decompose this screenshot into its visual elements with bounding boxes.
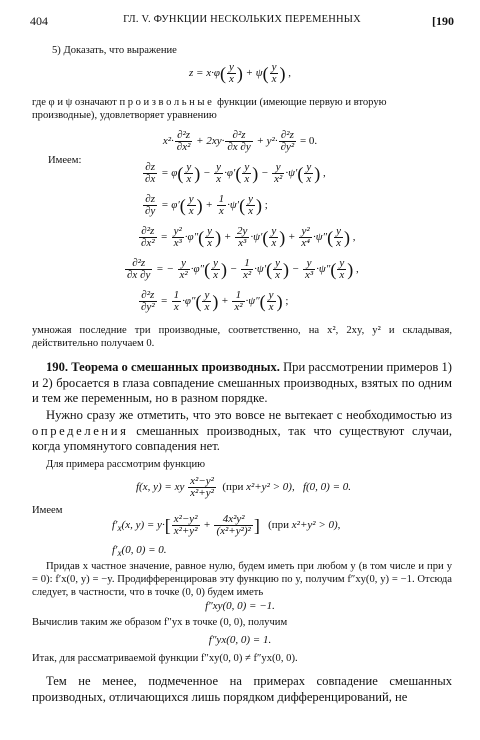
have-label-2: Имеем (32, 505, 63, 516)
section-190-p1-text: При рассмотрении примеров 1) и 2) бросается в глаза совпадение смешанных производных, взятых по одним и тем же переменным, но в разном порядке. (32, 360, 452, 405)
section-190-paragraph-2 (32, 408, 452, 455)
section-190-title: 190. Теорема о смешанных производных. (46, 360, 280, 374)
equation-fx: $f'_x(x$, y) = y·[ $\frac{\text{x²−y²}}{\text{x²+y²}}$ + $\frac{\text{4x²y²}}{\text{(x²+y²)²}}$ ] (при x²+y² > 0), (112, 513, 341, 537)
section-marker: [190 (432, 14, 454, 28)
have-label-1: Имеем: (48, 155, 82, 166)
equation-fx-origin: $f'_x(0$, 0) = 0. (112, 544, 167, 559)
paragraph-partial-value: Придав x частное значение, равное нулю, будем иметь при любом y (в том числе и при y = 0): f′x(0, y) = −y. Продифференцировав эту функцию по y, получим f″xy(0, y) = −1. Отсюда следует, в частности, что в точке (0, 0) будем иметь (32, 561, 452, 598)
example-intro: Для примера рассмотрим функцию (46, 459, 206, 470)
equation-f: f(x, y) = xy $\frac{\text{x²−y²}}{\text{x²+y²}}$ (при x²+y² > 0), f(0, 0) = 0. (136, 475, 352, 499)
where-paragraph (32, 96, 452, 122)
derivative-d2z-dy2: $\frac{\text{∂²z}}{\text{∂y²}}$ = $\frac{1}{x}$ ·φ″( $\frac{y}{x}$ ) + $\frac{1}{\text{x²}}$ ·ψ″( $\frac{y}{x}$ ) ; (141, 289, 289, 313)
derivative-d2z-dxdy: $\frac{\text{∂²z}}{\partial x \partial y}$ = − $\frac{y}{\text{x²}}$ ·φ″( $\frac{y}{x}$ ) − $\frac{1}{\text{x²}}$ ·ψ′( $\frac{y}{x}$ ) − $\frac{y}{\text{x³}}$ ·ψ″( $\frac{y}{x}$ ) , (127, 257, 359, 281)
equation-fxy: f″xy(0, 0) = −1. (205, 600, 275, 612)
where-spaced-word: произвольные (119, 97, 215, 108)
chapter-title: ГЛ. V. ФУНКЦИИ НЕСКОЛЬКИХ ПЕРЕМЕННЫХ (123, 14, 361, 25)
p2-text-b: смешанных производных, так что существуют случаи, когда упомянутого совпадения нет. (32, 423, 452, 453)
problem-5-intro: 5) Доказать, что выражение (52, 45, 177, 56)
p2-text-a: Нужно сразу же отметить, что это вовсе не вытекает с необходимостью из (46, 408, 452, 422)
derivative-d2z-dx2: $\frac{\text{∂²z}}{\text{∂x²}}$ = $\frac{\text{y²}}{\text{x³}}$ ·φ″( $\frac{y}{x}$ ) + $\frac{2y}{\text{x³}}$ ·ψ′( $\frac{y}{x}$ ) + $\frac{\text{y²}}{\text{x⁴}}$ ·ψ″( $\frac{y}{x}$ ) , (141, 225, 356, 249)
section-190-paragraph-1 (32, 360, 452, 407)
paragraph-compute-fyx: Вычислив таким же образом f″yx в точке (0, 0), получим (32, 617, 288, 628)
paragraph-inequality: Итак, для рассматриваемой функции f″xy(0, 0) ≠ f″yx(0, 0). (32, 653, 298, 664)
equation-z: z = x·φ( $\frac{y}{x}$ ) + ψ( $\frac{y}{x}$ ) , (189, 61, 291, 85)
conclusion-paragraph: умножая последние три производные, соответственно, на x², 2xy, y² и складывая, действительно получаем 0. (32, 325, 452, 349)
equation-fyx: f″yx(0, 0) = 1. (208, 634, 272, 646)
derivative-dz-dx: $\frac{\partial z}{\partial x}$ = φ( $\frac{y}{x}$ ) − $\frac{y}{x}$ ·φ′( $\frac{y}{x}$ ) − $\frac{y}{\text{x²}}$ ·ψ′( $\frac{y}{x}$ ) , (145, 161, 326, 185)
page-number: 404 (30, 14, 48, 28)
running-header (30, 14, 454, 30)
equation-main: x²· $\frac{\text{∂²z}}{\text{∂x²}}$ + 2xy· $\frac{\text{∂²z}}{\partial x \partial y}$ + y²· $\frac{\text{∂²z}}{\text{∂y²}}$ = 0. (162, 129, 318, 153)
where-text-1: где φ и ψ означают (32, 97, 120, 108)
derivative-dz-dy: $\frac{\partial z}{\partial y}$ = φ′( $\frac{y}{x}$ ) + $\frac{1}{x}$ ·ψ′( $\frac{y}{x}$ ) ; (145, 193, 268, 217)
where-text-2: функции (имеющие первую и вторую производные), удовлетворяет уравнению (32, 97, 387, 121)
p2-spaced-word: определения (32, 423, 129, 438)
paragraph-final: Тем не менее, подмеченное на примерах совпадение смешанных производных, отличающихся лишь порядком дифференцирований, не (32, 674, 452, 704)
